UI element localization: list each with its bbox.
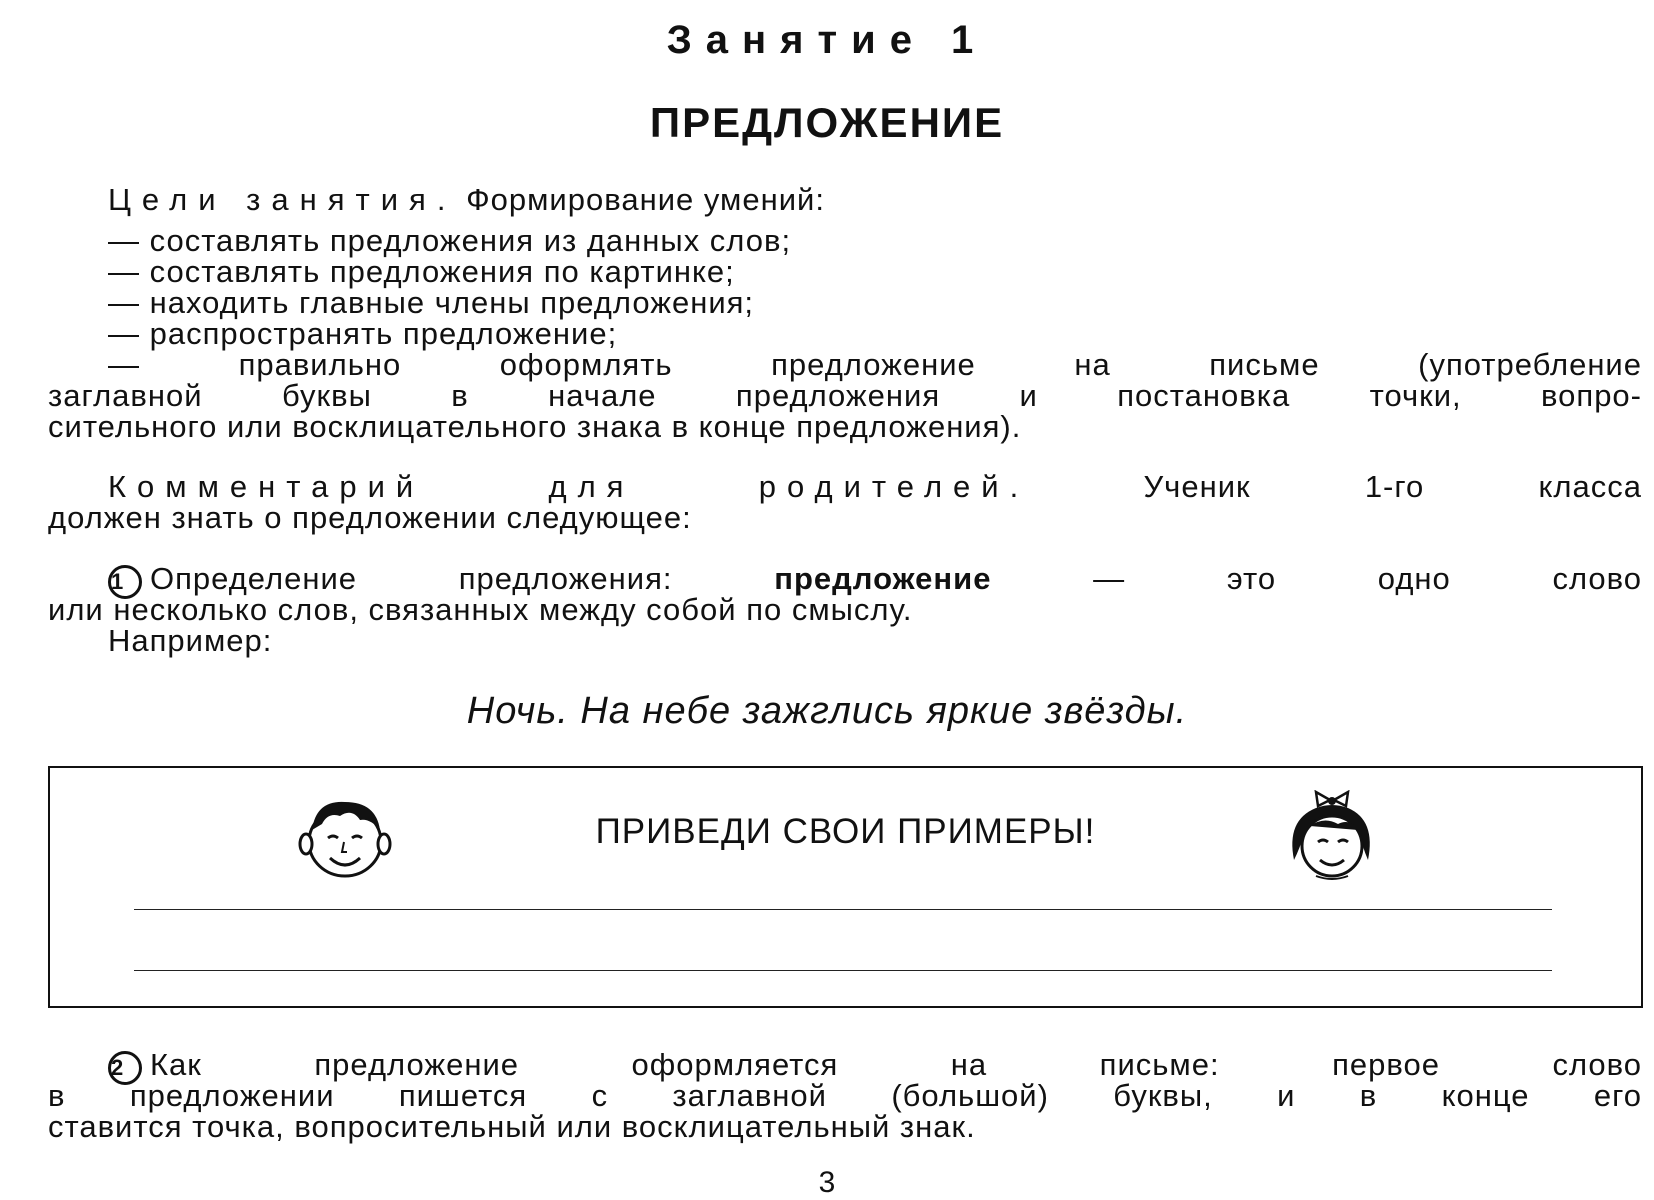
goal-item-last-line: заглавной буквы в начале предложения и постановка точки, вопро- xyxy=(48,378,1642,413)
bold-term: предложение xyxy=(774,561,992,596)
point-1-line2: или несколько слов, связанных между собой по смыслу. xyxy=(48,592,913,627)
example-sentence: Ночь. На небе зажглись яркие звёзды. xyxy=(466,690,1188,732)
goals-label: Цели занятия. xyxy=(108,182,457,217)
number-1-badge: 1 xyxy=(108,565,142,599)
comment-label: Комментарий для родителей. xyxy=(108,469,1030,504)
goals-intro: Формирование умений: xyxy=(466,182,825,217)
answer-line[interactable] xyxy=(134,909,1552,910)
goal-item: — распространять предложение; xyxy=(108,316,618,351)
goal-item: — составлять предложения из данных слов; xyxy=(108,223,792,258)
point-2-text: Как предложение оформляется на письме: первое слово xyxy=(150,1047,1642,1082)
goal-item: — составлять предложения по картинке; xyxy=(108,254,735,289)
box-title: ПРИВЕДИ СВОИ ПРИМЕРЫ! xyxy=(595,812,1096,851)
goal-item-last-line: — правильно оформлять предложение на письме (употребление xyxy=(108,347,1642,382)
goals-heading xyxy=(108,183,1642,217)
number-2-badge: 2 xyxy=(108,1051,142,1085)
comment-heading xyxy=(108,470,1642,504)
goal-item-last-line: сительного или восклицательного знака в конце предложения). xyxy=(48,409,1022,444)
comment-line: должен знать о предложении следующее: xyxy=(48,500,692,535)
examples-box xyxy=(48,766,1643,1008)
example-label: Например: xyxy=(108,623,273,658)
goal-item: — находить главные члены предложения; xyxy=(108,285,755,320)
girl-face-icon xyxy=(1276,790,1386,885)
lesson-title: ПРЕДЛОЖЕНИЕ xyxy=(649,99,1005,146)
point-2-line3: ставится точка, вопросительный или восклицательный знак. xyxy=(48,1109,976,1144)
comment-text: Ученик 1-го класса xyxy=(1143,469,1642,504)
point-1-text-after: — это одно слово xyxy=(1093,561,1642,596)
point-1-text: Определение предложения: xyxy=(150,561,673,596)
point-2-line2: в предложении пишется с заглавной (большой) буквы, и в конце его xyxy=(48,1078,1642,1113)
answer-line[interactable] xyxy=(134,970,1552,971)
lesson-number: Занятие 1 xyxy=(666,18,988,62)
page-number: 3 xyxy=(818,1166,836,1199)
